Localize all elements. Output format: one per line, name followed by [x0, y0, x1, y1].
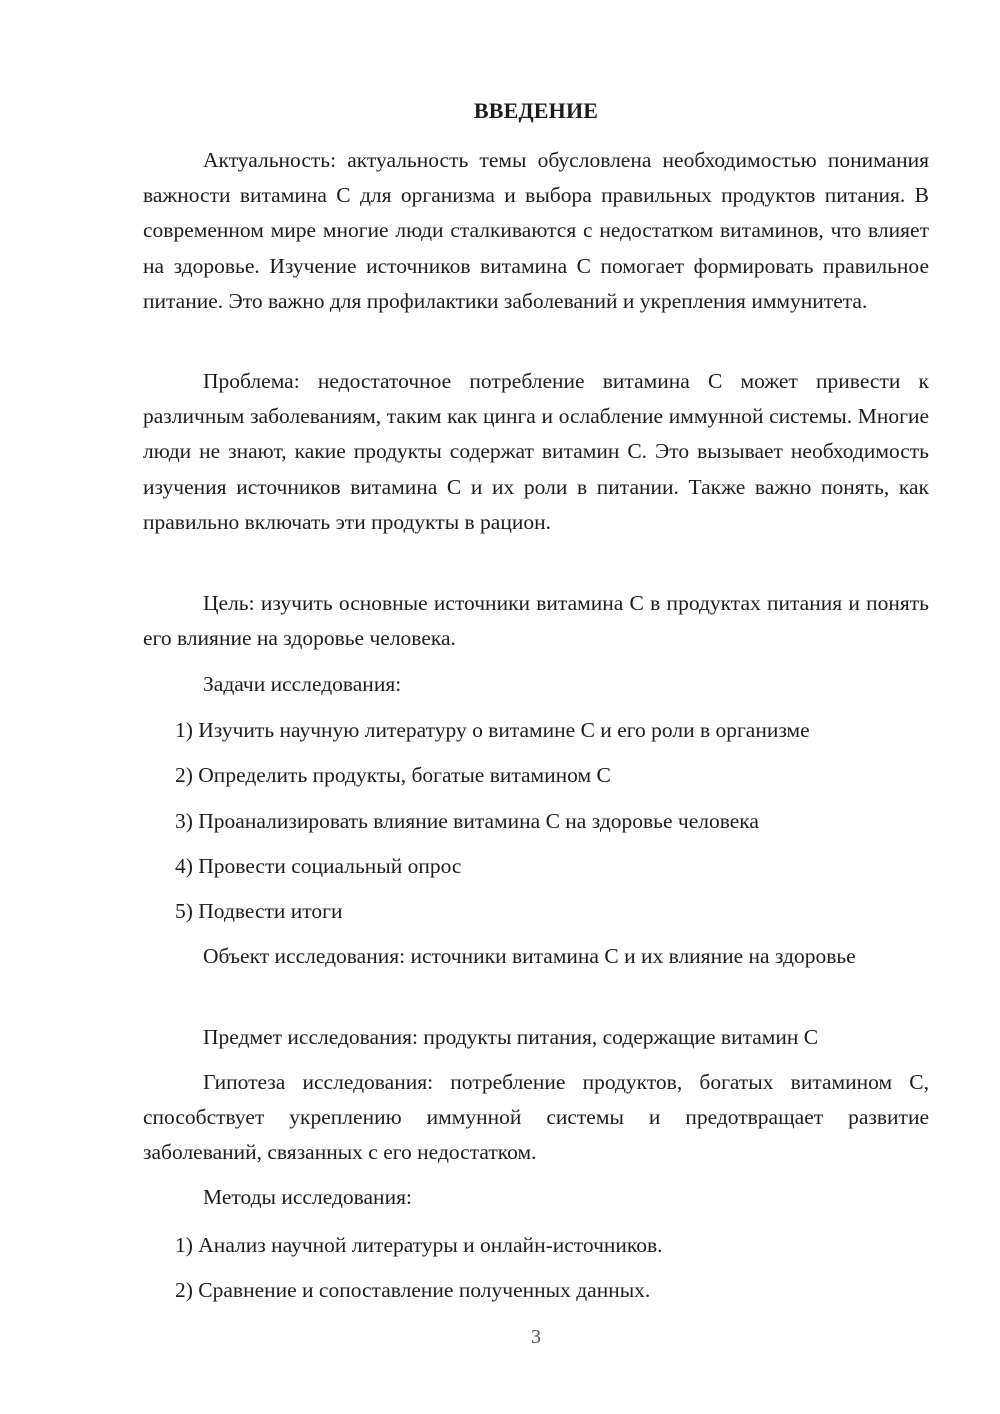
paragraph-hypothesis: Гипотеза исследования: потребление продуктов, богатых витамином С, способствует укреплению иммунной системы и предотвращает развитие заболеваний, связанных с его недостатком. — [143, 1070, 929, 1165]
task-item-3: 3) Проанализировать влияние витамина С на здоровье человека — [175, 809, 759, 833]
paragraph-problem: Проблема: недостаточное потребление витамина С может привести к различным заболеваниям, таким как цинга и ослабление иммунной системы. Многие люди не знают, какие продукты содержат витамин С. Это вызывает необходимость изучения источников витамина С и их роли в питании. Также важно понять, как правильно включать эти продукты в рацион. — [143, 369, 929, 534]
paragraph-subject: Предмет исследования: продукты питания, содержащие витамин С — [203, 1025, 819, 1049]
task-item-1: 1) Изучить научную литературу о витамине С и его роли в организме — [175, 718, 810, 742]
document-page — [143, 0, 929, 1414]
method-item-1: 1) Анализ научной литературы и онлайн-источников. — [175, 1233, 663, 1257]
section-heading: ВВЕДЕНИЕ — [473, 98, 599, 123]
task-item-4: 4) Провести социальный опрос — [175, 854, 462, 878]
tasks-title: Задачи исследования: — [203, 672, 402, 696]
paragraph-goal: Цель: изучить основные источники витамина С в продуктах питания и понять его влияние на здоровье человека. — [143, 591, 929, 651]
methods-title: Методы исследования: — [203, 1185, 412, 1209]
page-number: 3 — [531, 1326, 541, 1348]
paragraph-object: Объект исследования: источники витамина С и их влияние на здоровье — [203, 944, 856, 968]
task-item-5: 5) Подвести итоги — [175, 899, 343, 923]
method-item-2: 2) Сравнение и сопоставление полученных данных. — [175, 1278, 651, 1302]
paragraph-relevance: Актуальность: актуальность темы обусловлена необходимостью понимания важности витамина С для организма и выбора правильных продуктов питания. В современном мире многие люди сталкиваются с недостатком витаминов, что влияет на здоровье. Изучение источников витамина С помогает формировать правильное питание. Это важно для профилактики заболеваний и укрепления иммунитета. — [143, 148, 929, 313]
task-item-2: 2) Определить продукты, богатые витамином С — [175, 763, 611, 787]
